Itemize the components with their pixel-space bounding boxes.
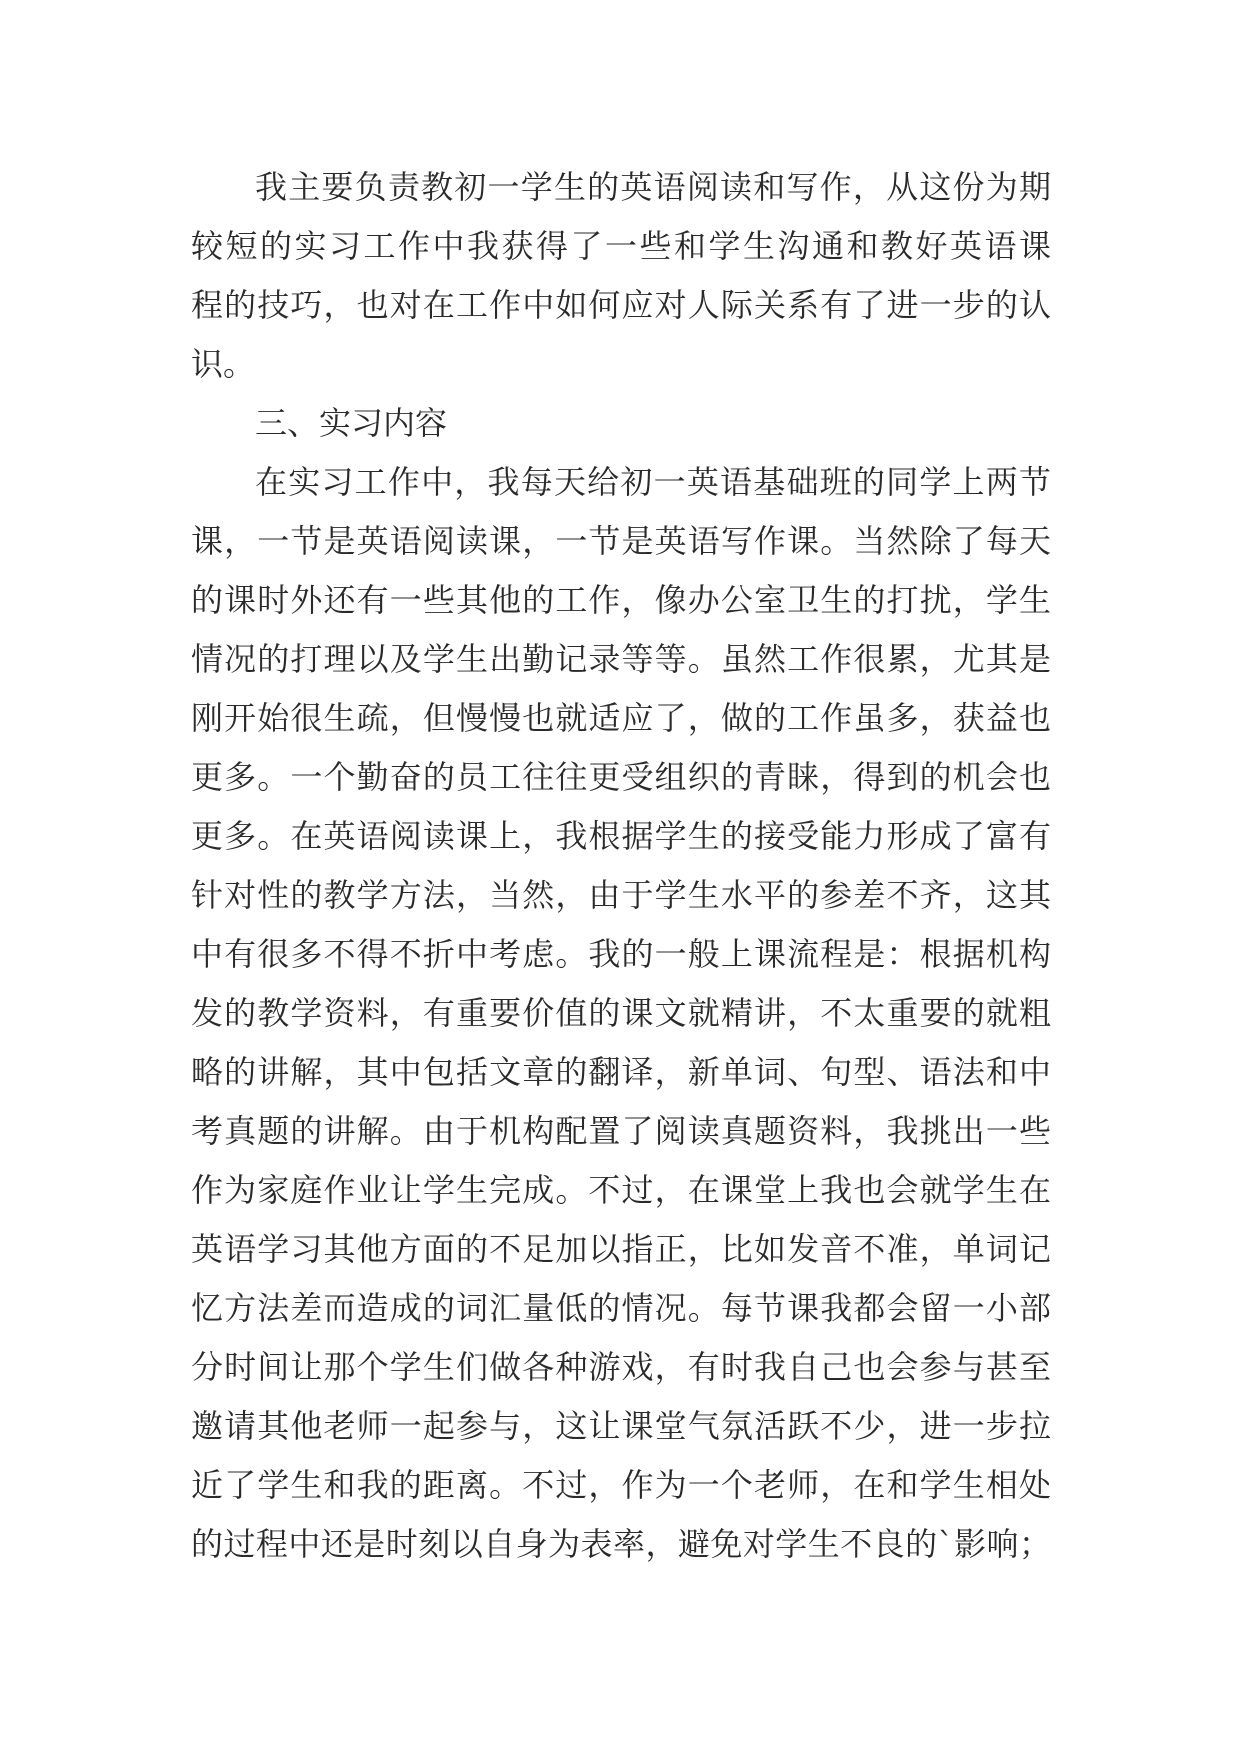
text-line: 的过程中还是时刻以自身为表率，避免对学生不良的`影响； [191, 1525, 1051, 1563]
section-heading: 三、实习内容 [255, 404, 448, 442]
text-line: 中有很多不得不折中考虑。我的一般上课流程是：根据机构 [191, 935, 1051, 973]
text-line: 略的讲解，其中包括文章的翻译，新单词、句型、语法和中 [191, 1053, 1051, 1091]
text-line: 程的技巧，也对在工作中如何应对人际关系有了进一步的认 [191, 286, 1051, 324]
text-line: 情况的打理以及学生出勤记录等等。虽然工作很累，尤其是 [191, 640, 1051, 678]
text-line: 分时间让那个学生们做各种游戏，有时我自己也会参与甚至 [191, 1348, 1051, 1386]
text-line: 刚开始很生疏，但慢慢也就适应了，做的工作虽多，获益也 [191, 699, 1051, 737]
text-line: 更多。一个勤奋的员工往往更受组织的青睐，得到的机会也 [191, 758, 1051, 796]
document-body [191, 158, 1051, 1574]
text-line: 针对性的教学方法，当然，由于学生水平的参差不齐，这其 [191, 876, 1051, 914]
text-line: 邀请其他老师一起参与，这让课堂气氛活跃不少，进一步拉 [191, 1407, 1051, 1445]
text-line: 作为家庭作业让学生完成。不过，在课堂上我也会就学生在 [191, 1171, 1051, 1209]
paragraph-intro [191, 158, 1051, 394]
text-line: 我主要负责教初一学生的英语阅读和写作，从这份为期 [255, 168, 1051, 206]
text-line: 更多。在英语阅读课上，我根据学生的接受能力形成了富有 [191, 817, 1051, 855]
text-line: 英语学习其他方面的不足加以指正，比如发音不准，单词记 [191, 1230, 1051, 1268]
text-line: 发的教学资料，有重要价值的课文就精讲，不太重要的就粗 [191, 994, 1051, 1032]
text-line: 课，一节是英语阅读课，一节是英语写作课。当然除了每天 [191, 522, 1051, 560]
text-line: 在实习工作中，我每天给初一英语基础班的同学上两节 [255, 463, 1051, 501]
text-line: 考真题的讲解。由于机构配置了阅读真题资料，我挑出一些 [191, 1112, 1051, 1150]
text-line: 识。 [191, 345, 256, 383]
text-line: 较短的实习工作中我获得了一些和学生沟通和教好英语课 [191, 227, 1051, 265]
text-line: 近了学生和我的距离。不过，作为一个老师，在和学生相处 [191, 1466, 1051, 1504]
text-line: 忆方法差而造成的词汇量低的情况。每节课我都会留一小部 [191, 1289, 1051, 1327]
text-line: 的课时外还有一些其他的工作，像办公室卫生的打扰，学生 [191, 581, 1051, 619]
paragraph-content [191, 453, 1051, 1574]
